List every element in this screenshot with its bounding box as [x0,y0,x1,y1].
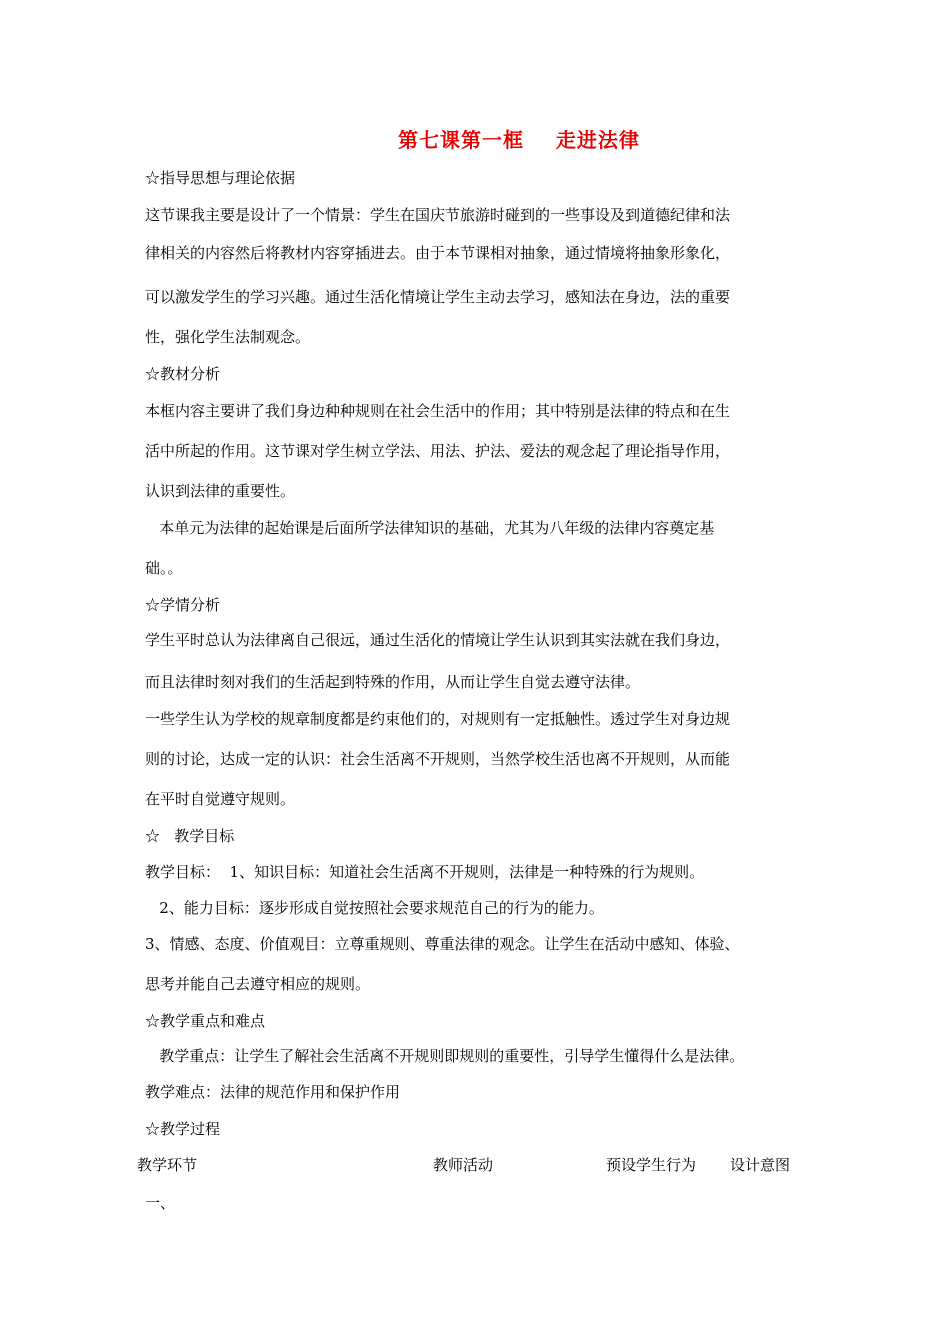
heading-teaching-process: ☆教学过程 [145,1120,221,1138]
paragraph-line: 则的讨论，达成一定的认识：社会生活离不开规则，当然学校生活也离不开规则，从而能 [145,750,731,768]
heading-teaching-goals: ☆ 教学目标 [145,827,235,845]
paragraph-line: 一些学生认为学校的规章制度都是约束他们的，对规则有一定抵触性。透过学生对身边规 [145,710,731,728]
paragraph-line: 而且法律时刻对我们的生活起到特殊的作用，从而让学生自觉去遵守法律。 [145,673,641,691]
table-row-first-stage: 一、 [145,1194,176,1212]
paragraph-line: 教学重点：让学生了解社会生活离不开规则即规则的重要性，引导学生懂得什么是法律。 [145,1047,745,1065]
paragraph-line: 性，强化学生法制观念。 [145,328,311,346]
table-header-student-behavior: 预设学生行为 [606,1156,697,1174]
paragraph-line: 活中所起的作用。这节课对学生树立学法、用法、护法、爱法的观念起了理论指导作用， [145,442,731,460]
heading-guiding-ideas: ☆指导思想与理论依据 [145,169,296,187]
heading-student-analysis: ☆学情分析 [145,596,221,614]
paragraph-line: 教学难点：法律的规范作用和保护作用 [145,1083,401,1101]
paragraph-line: 础。。 [145,559,183,577]
paragraph-line: 教学目标： 1、知识目标：知道社会生活离不开规则，法律是一种特殊的行为规则。 [145,863,705,881]
document-title: 第七课第一框 走进法律 [398,128,640,152]
heading-key-points: ☆教学重点和难点 [145,1012,266,1030]
paragraph-line: 思考并能自己去遵守相应的规则。 [145,975,371,993]
paragraph-line: 本框内容主要讲了我们身边种种规则在社会生活中的作用；其中特别是法律的特点和在生 [145,402,731,420]
paragraph-line: 学生平时总认为法律离自己很远，通过生活化的情境让学生认识到其实法就在我们身边， [145,631,731,649]
paragraph-line: 律相关的内容然后将教材内容穿插进去。由于本节课相对抽象，通过情境将抽象形象化， [145,244,731,262]
heading-textbook-analysis: ☆教材分析 [145,365,221,383]
paragraph-line: 这节课我主要是设计了一个情景：学生在国庆节旅游时碰到的一些事设及到道德纪律和法 [145,206,731,224]
table-header-design-intent: 设计意图 [730,1156,791,1174]
table-header-teacher-activity: 教师活动 [433,1156,494,1174]
paragraph-line: 在平时自觉遵守规则。 [145,790,296,808]
paragraph-line: 可以激发学生的学习兴趣。通过生活化情境让学生主动去学习，感知法在身边，法的重要 [145,288,731,306]
table-header-stage: 教学环节 [137,1156,198,1174]
paragraph-line: 本单元为法律的起始课是后面所学法律知识的基础，尤其为八年级的法律内容奠定基 [145,519,715,537]
paragraph-line: 3、情感、态度、价值观目：立尊重规则、尊重法律的观念。让学生在活动中感知、体验、 [145,935,740,953]
paragraph-line: 2、能力目标：逐步形成自觉按照社会要求规范自己的行为的能力。 [145,899,604,917]
paragraph-line: 认识到法律的重要性。 [145,482,296,500]
